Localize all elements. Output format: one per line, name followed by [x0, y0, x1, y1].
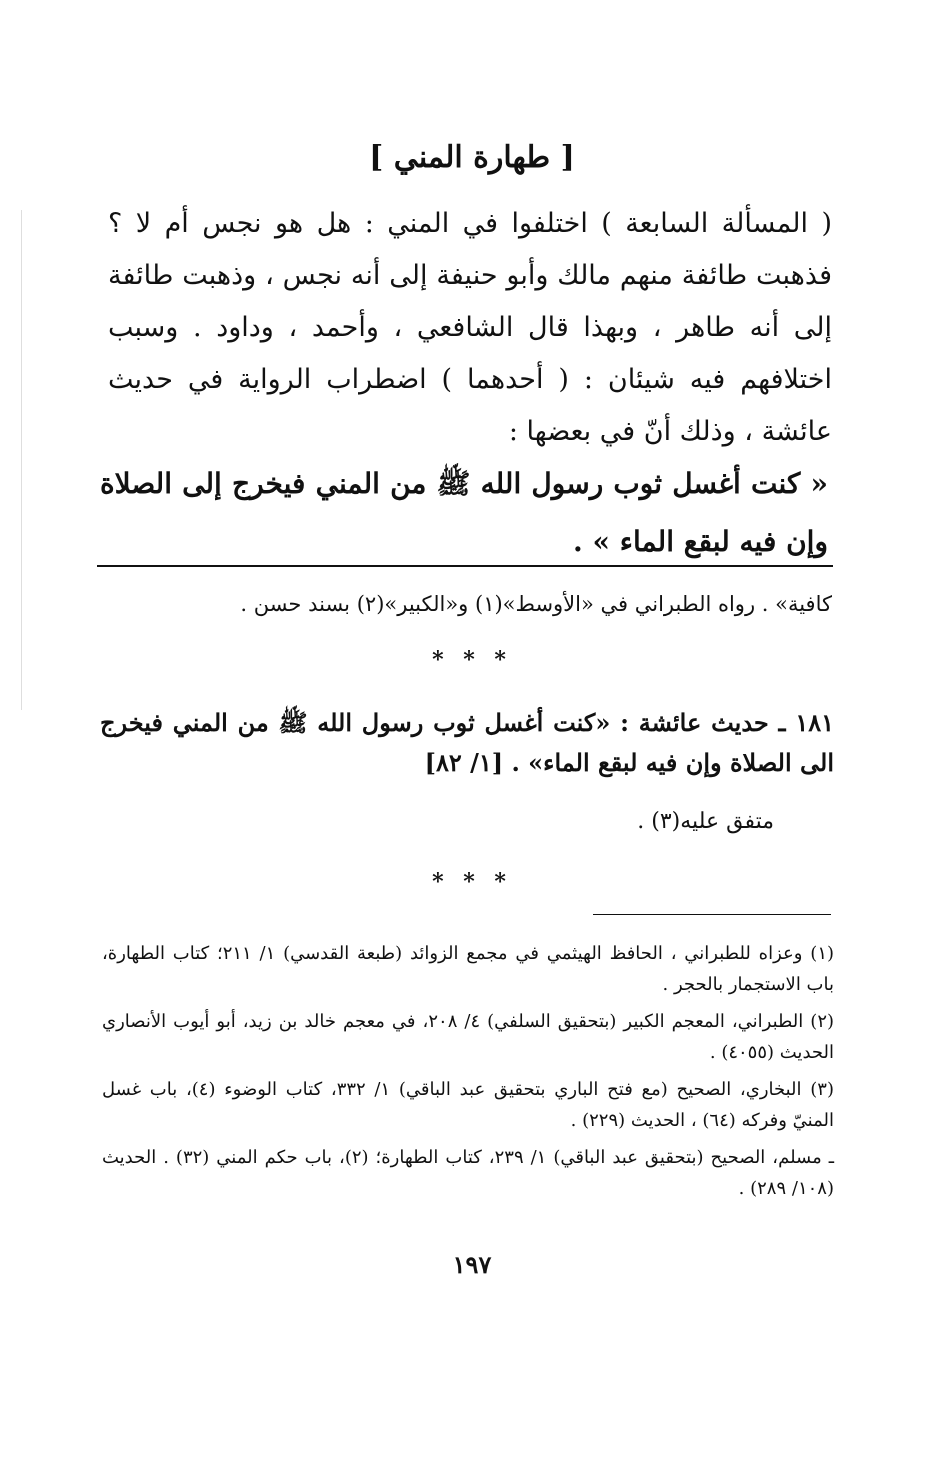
scan-margin-line	[21, 210, 22, 710]
hadith-entry: ١٨١ ـ حديث عائشة : «كنت أغسل ثوب رسول الله ﷺ من المني فيخرج الى الصلاة وإن فيه لبقع الماء» . [١/ ٨٢]	[100, 708, 834, 777]
footnote: (١) وعزاه للطبراني ، الحافظ الهيثمي في مجمع الزوائد (طبعة القدسي) ١/ ٢١١؛ كتاب الطهارة، باب الاستجمار بالحجر .	[102, 943, 835, 995]
separator-stars: * * *	[432, 869, 512, 895]
agreed-upon-note: متفق عليه(٣) .	[637, 809, 774, 834]
main-paragraph: ( المسألة السابعة ) اختلفوا في المني : هل هو نجس أم لا ؟ فذهبت طائفة منهم مالك وأبو حنيفة إلى أنه نجس ، وذهبت طائفة إلى أنه طاهر ، وبهذا قال الشافعي ، وأحمد ، وداود . وسبب اختلافهم فيه شيئان : ( أحدهما ) اضطراب الرواية في حديث عائشة ، وذلك أنّ في بعضها :	[108, 208, 832, 447]
page-number: ١٩٧	[452, 1250, 492, 1279]
footnote: (٣) البخاري، الصحيح (مع فتح الباري بتحقيق عبد الباقي) ١/ ٣٣٢، كتاب الوضوء (٤)، باب غسل المنيّ وفركه (٦٤) ، الحديث (٢٢٩) .	[102, 1079, 834, 1131]
quoted-hadith: « كنت أغسل ثوب رسول الله ﷺ من المني فيخرج إلى الصلاة وإن فيه لبقع الماء » .	[100, 467, 829, 558]
separator-stars: * * *	[432, 647, 512, 673]
footnote: (٢) الطبراني، المعجم الكبير (بتحقيق السلفي) ٤/ ٢٠٨، في معجم خالد بن زيد، أبو أيوب الأنصاري الحديث (٤٠٥٥) .	[102, 1011, 835, 1063]
footnotes	[102, 938, 834, 1210]
footnote-divider	[593, 914, 831, 915]
section-title: [ طهارة المني ]	[369, 140, 575, 175]
footnote: ـ مسلم، الصحيح (بتحقيق عبد الباقي) ١/ ٢٣٩، كتاب الطهارة؛ (٢)، باب حكم المني (٣٢) . الحديث (١٠٨/ ٢٨٩) .	[102, 1147, 834, 1199]
commentary-text: كافية» . رواه الطبراني في «الأوسط»(١) و«الكبير»(٢) بسند حسن .	[240, 592, 832, 616]
main-divider	[97, 565, 833, 567]
